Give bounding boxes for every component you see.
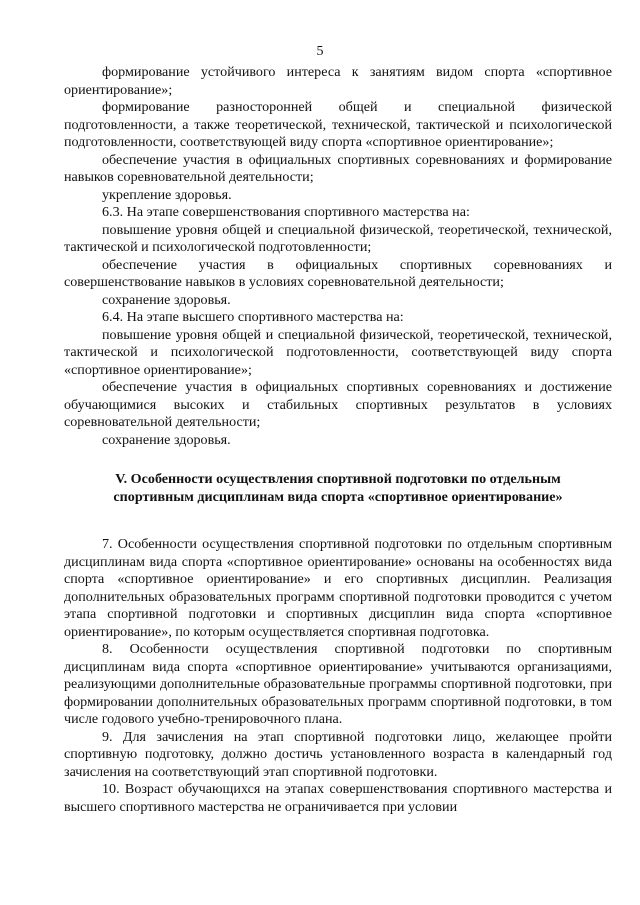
paragraph: укрепление здоровья. — [102, 186, 232, 203]
paragraph: повышение уровня общей и специальной физической, теоретической, технической, тактической и психологической подготовленности, соответствующей виду спорта «спортивное ориентирование»; — [64, 326, 612, 378]
paragraph: 10. Возраст обучающихся на этапах совершенствования спортивного мастерства и высшего спортивного мастерства не ограничивается при условии — [64, 781, 612, 815]
paragraph: сохранение здоровья. — [102, 291, 231, 308]
paragraph: обеспечение участия в официальных спортивных соревнованиях и достижение обучающимися высоких и стабильных спортивных результатов в условиях соревновательной деятельности; — [64, 379, 612, 430]
paragraph: 7. Особенности осуществления спортивной подготовки по отдельным спортивным дисциплинам вида спорта «спортивное ориентирование» основаны на особенностях вида спорта «спортивное ориентирование» и его спортивных дисциплин. Реализация дополнительных образовательных программ спортивной подготовки проводится с учетом этапа спортивной подготовки и спортивных дисциплин вида спорта «спортивное ориентирование», по которым осуществляется спортивная подготовка. — [64, 536, 612, 640]
paragraph: 6.4. На этапе высшего спортивного мастерства на: — [102, 309, 404, 325]
page-number: 5 — [316, 44, 324, 59]
paragraph: 6.3. На этапе совершенствования спортивного мастерства на: — [102, 204, 470, 220]
paragraph: формирование разносторонней общей и специальной физической подготовленности, а также теоретической, технической, тактической и психологической подготовленности, соответствующей виду спорта «спортивное ориентирование»; — [64, 99, 612, 150]
paragraph: повышение уровня общей и специальной физической, теоретической, технической, тактической и психологической подготовленности; — [64, 221, 612, 255]
paragraph: 8. Особенности осуществления спортивной подготовки по спортивным дисциплинам вида спорта «спортивное ориентирование» учитываются организациями, реализующими дополнительные образовательные программы спортивной подготовки, при формировании дополнительных образовательных программ спортивной подготовки, в том числе годового учебно-тренировочного плана. — [64, 641, 612, 727]
document-body — [64, 64, 612, 816]
paragraph: обеспечение участия в официальных спортивных соревнованиях и формирование навыков соревновательной деятельности; — [64, 151, 612, 185]
paragraph: сохранение здоровья. — [102, 431, 231, 448]
paragraph: формирование устойчивого интереса к занятиям видом спорта «спортивное ориентирование»; — [64, 64, 612, 98]
paragraph: обеспечение участия в официальных спортивных соревнованиях и совершенствование навыков в условиях соревновательной деятельности; — [64, 256, 612, 290]
paragraph: 9. Для зачисления на этап спортивной подготовки лицо, желающее пройти спортивную подготовку, должно достичь установленного возраста в календарный год зачисления на соответствующий этап спортивной подготовки. — [64, 728, 612, 780]
section-heading: V. Особенности осуществления спортивной подготовки по отдельным спортивным дисциплинам вида спорта «спортивное ориентирование» — [113, 471, 563, 505]
